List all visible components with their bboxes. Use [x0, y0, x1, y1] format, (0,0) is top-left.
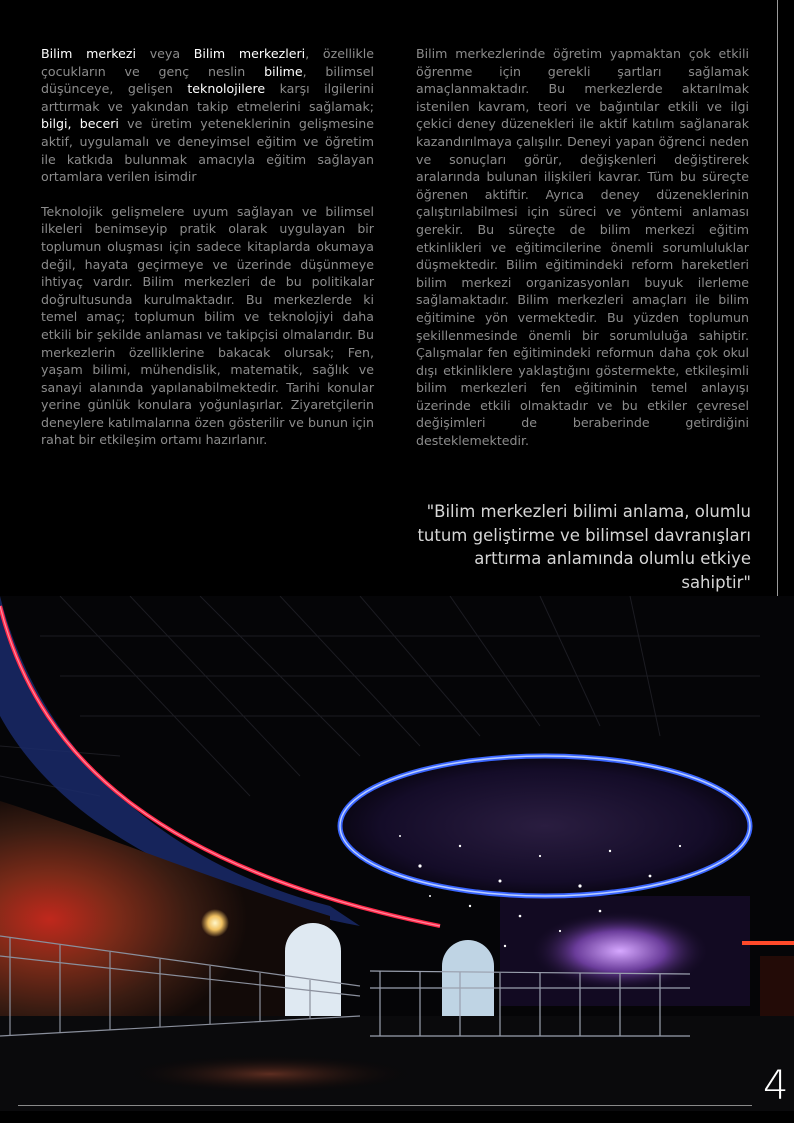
doorway-left: [285, 923, 341, 1016]
photo-illustration: [0, 596, 794, 1111]
floor-projection: [120, 1054, 420, 1094]
term-teknolojilere: teknolojilere: [187, 81, 266, 97]
right-text-column: [416, 45, 749, 467]
left-paragraph-2: Teknolojik gelişmelere uyum sağlayan ve bilimsel ilkeleri benimseyip pratik olarak uygulayan bir toplumun oluşması için sadece kitaplarda okumaya değil, hayata geçirmeye ve üzerinde düşünmeye ihtiyaç vardır. Bilim merkezleri de bu politikalar doğrultusunda kurulmaktadır. Bu merkezlerde ki temel amaç; toplumun bilim ve teknolojiyi daha etkili bir şekilde anlaması ve takipçisi olmalarıdır. Bu merkezlerin özelliklerine bakacak olursak; Fen, yaşam bilimi, mühendislik, matematik, sağlık ve sanayi alanında yapılanabilmektedir. Tarihi konular yerine günlük konulara yoğunlaşırlar. Ziyaretçilerin deneylere katılmalarına özen gösterilir ve bunun için rahat bir etkileşim ortamı hazırlanır.: [41, 203, 374, 448]
left-paragraph-1: [41, 45, 374, 186]
red-side-light: [742, 941, 794, 945]
text-run: , özellikle çocukların ve genç neslin: [41, 46, 374, 79]
term-beceri: beceri: [79, 116, 119, 132]
term-bilime: bilime: [264, 63, 303, 79]
sun-light: [201, 909, 229, 937]
doorway-right: [442, 940, 494, 1016]
text-run: , bilimsel düşünceye, gelişen: [41, 63, 374, 97]
left-text-column: [41, 45, 374, 466]
text-run: ,: [67, 116, 80, 132]
term-bilim-merkezi: Bilim merkezi: [41, 46, 136, 61]
term-bilim-merkezleri: Bilim merkezleri: [193, 46, 306, 61]
right-paragraph-1: Bilim merkezlerinde öğretim yapmaktan çok etkili öğrenme için gerekli şartları sağlamak amaçlanmaktadır. Bu merkezlerde aktarılmak istenilen kavram, teori ve bağıntılar etkili ve ilgi çekici deney düzenekleri ile aktif katılım sağlanarak kazandırılmaya çalışılır. Deneyi yapan öğrenci neden ve sonuçları görür, değişkenleri değiştirerek aralarında bulunan ilişkileri kavrar. Tüm bu süreçte öğrenen aktiftir. Ayrıca deney düzeneklerinin çalıştırılabilmesi için süreci ve yöntemi anlaması gerekir. Bu süreçte de bilim merkezi eğitim etkinlikleri ve eğitimcilerine önemli sorumluluklar düşmektedir. Bilim eğitimindeki reform hareketleri bilim merkezi organizasyonları buyuk ilerleme sağlamaktadır. Bilim merkezleri amaçları ile bilim eğitimine yön vermektedir. Bu yüzden toplumun şekillenmesinde önemli bir sorumluluğa sahiptir. Çalışmalar fen eğitimindeki reformun daha çok okul dışı etkinliklere yaklaştığını göstermekte, etkileşimli bilim merkezleri fen eğitiminin temel anlayışı üzerinde etkili olmaktadır ve bu etkiler çevresel değişimleri de beraberinde getirdiğini desteklemektedir.: [416, 46, 749, 449]
footer-rule: [18, 1105, 752, 1106]
text-run: veya: [136, 46, 194, 61]
page-number: 4: [763, 1063, 789, 1109]
text-run: ve üretim yeteneklerinin gelişmesine aktif, uygulamalı ve deneyimsel eğitim ve öğretim ile katkıda bulunmak amacıyla eğitim sağlayan ortamlara verilen isimdir: [41, 116, 374, 185]
text-run: karşı ilgilerini arttırmak ve yakından takip etmelerini sağlamak;: [41, 81, 374, 114]
pull-quote: "Bilim merkezleri bilimi anlama, olumlu tutum geliştirme ve bilimsel davranışları arttırma anlamında olumlu etkiye sahiptir": [417, 502, 751, 592]
science-center-photo: [0, 596, 794, 1111]
term-bilgi: bilgi: [41, 116, 68, 132]
